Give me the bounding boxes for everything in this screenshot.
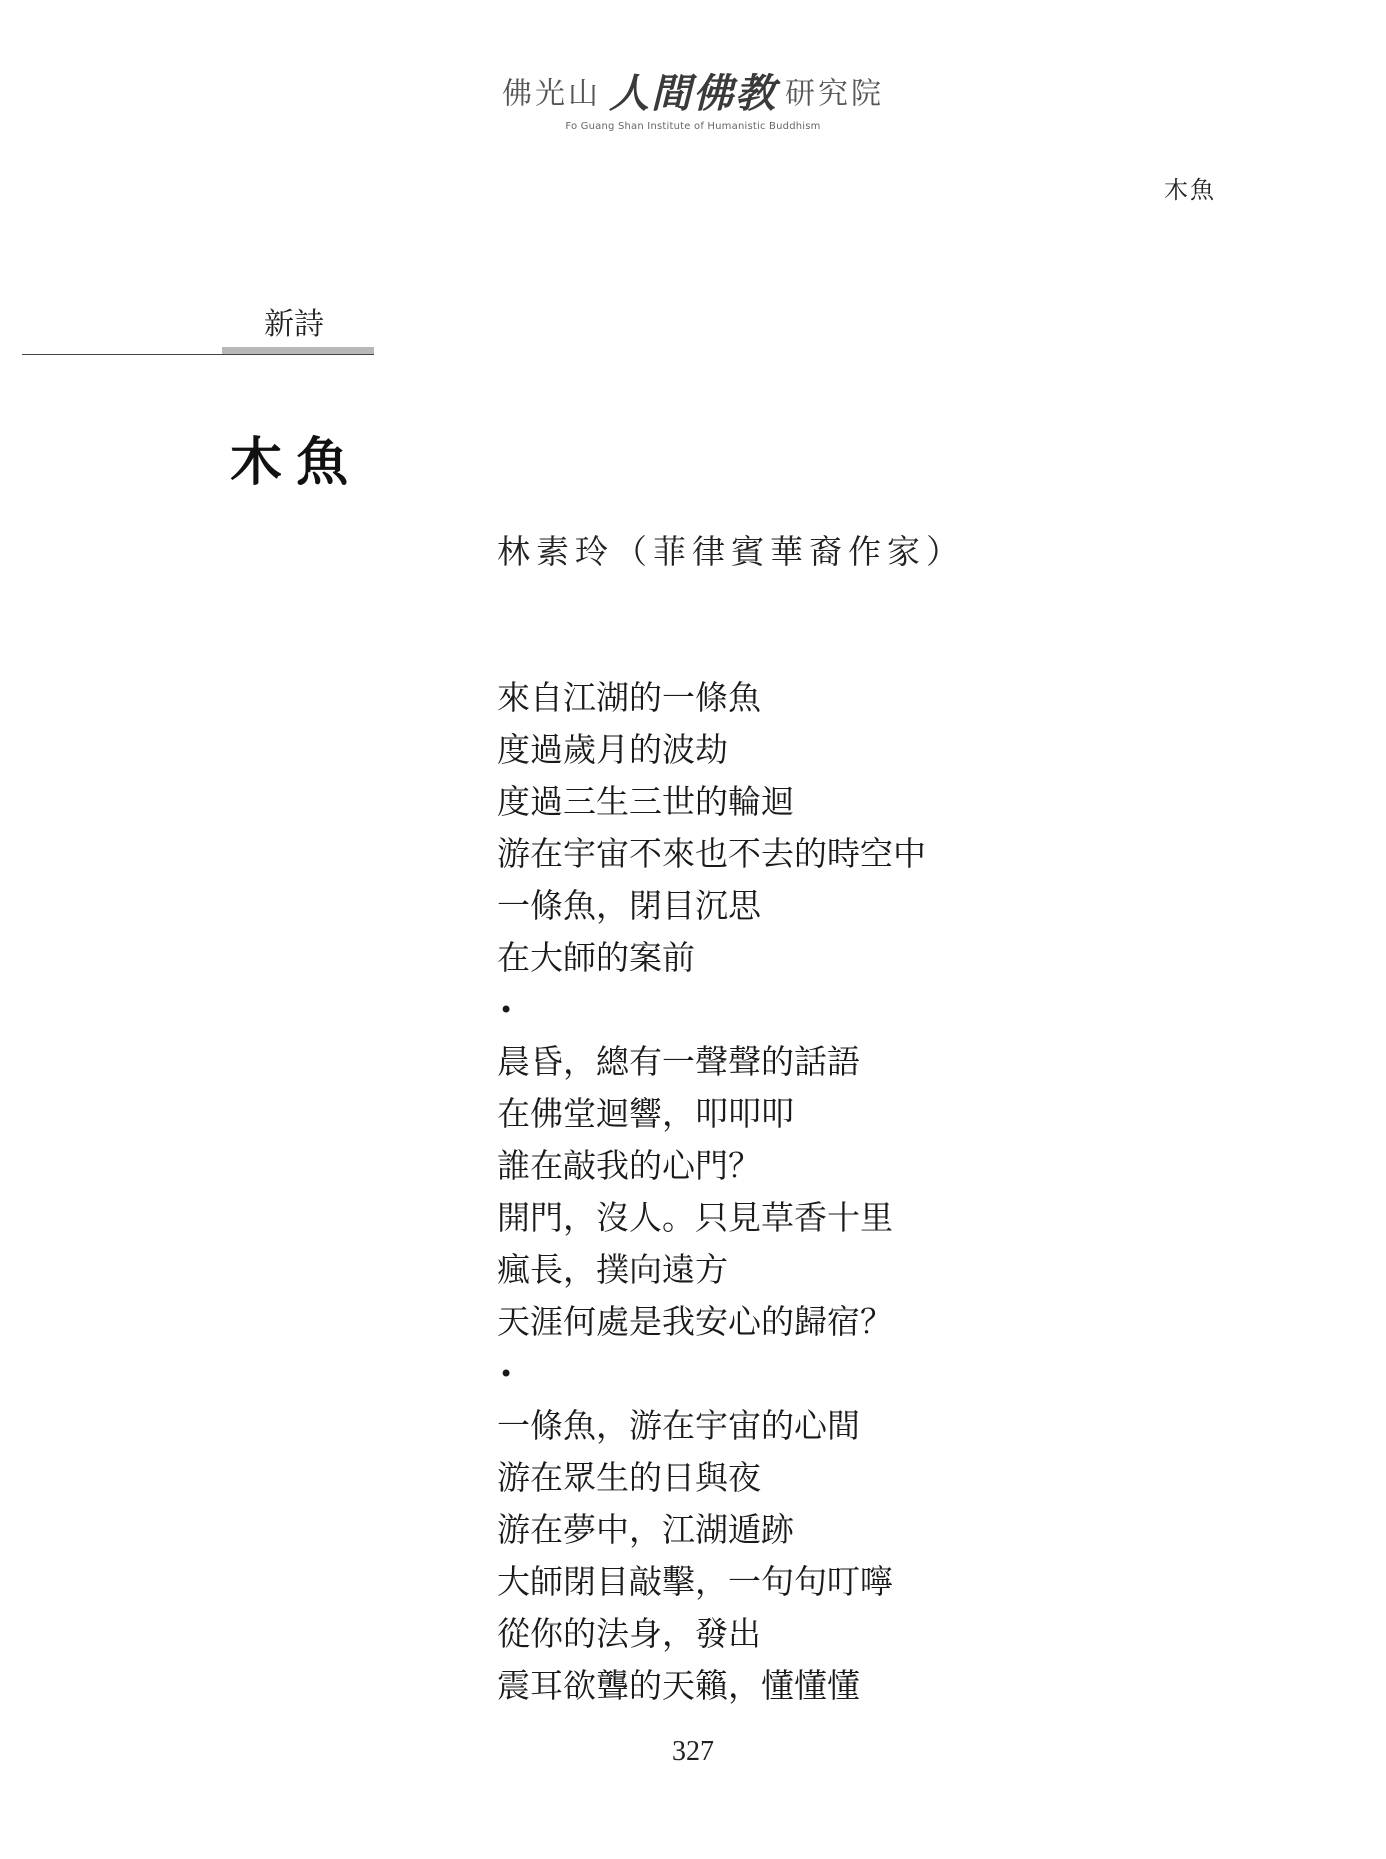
poem-line: 度過三生三世的輪迴 bbox=[497, 782, 794, 821]
poem-line: 游在眾生的日與夜 bbox=[497, 1458, 761, 1497]
page-number: 327 bbox=[672, 1736, 714, 1767]
poem-line: 大師閉目敲擊，一句句叮嚀 bbox=[497, 1562, 893, 1601]
poem-line: 游在夢中，江湖遁跡 bbox=[497, 1510, 794, 1549]
logo-english-subtitle: Fo Guang Shan Institute of Humanistic Buddhism bbox=[565, 121, 821, 132]
poem-line: 在佛堂迴響，叩叩叩 bbox=[497, 1094, 794, 1133]
poem-line: 游在宇宙不來也不去的時空中 bbox=[497, 834, 926, 873]
stanza-separator: • bbox=[499, 996, 514, 1024]
poem-line: 一條魚，游在宇宙的心間 bbox=[497, 1406, 860, 1445]
poem-line: 開門，沒人。只見草香十里 bbox=[497, 1198, 893, 1237]
stanza-separator: • bbox=[499, 1360, 514, 1388]
logo-right-text: 研究院 bbox=[785, 76, 884, 112]
poem-line: 天涯何處是我安心的歸宿？ bbox=[497, 1302, 893, 1341]
section-divider-bar bbox=[222, 347, 374, 354]
poem-body bbox=[497, 672, 926, 1712]
running-head: 木魚 bbox=[1164, 176, 1216, 204]
logo-calligraphy: 人間佛教 bbox=[609, 70, 777, 117]
section-label: 新詩 bbox=[264, 307, 324, 342]
poem-line: 一條魚，閉目沉思 bbox=[497, 886, 761, 925]
logo-title bbox=[0, 62, 1386, 119]
section-divider-line bbox=[22, 354, 374, 355]
poem-line: 震耳欲聾的天籟，懂懂懂 bbox=[497, 1666, 860, 1705]
institute-logo bbox=[0, 62, 1386, 132]
logo-left-text: 佛光山 bbox=[502, 76, 601, 112]
poem-line: 在大師的案前 bbox=[497, 938, 695, 977]
poem-line: 瘋長，撲向遠方 bbox=[497, 1250, 728, 1289]
poem-line: 誰在敲我的心門？ bbox=[497, 1146, 761, 1185]
poem-line: 來自江湖的一條魚 bbox=[497, 678, 761, 717]
poem-line: 晨昏，總有一聲聲的話語 bbox=[497, 1042, 860, 1081]
poem-line: 度過歲月的波劫 bbox=[497, 730, 728, 769]
poem-title: 木魚 bbox=[230, 432, 363, 493]
poem-line: 從你的法身，發出 bbox=[497, 1614, 761, 1653]
poem-author: 林素玲（菲律賓華裔作家） bbox=[497, 532, 965, 571]
